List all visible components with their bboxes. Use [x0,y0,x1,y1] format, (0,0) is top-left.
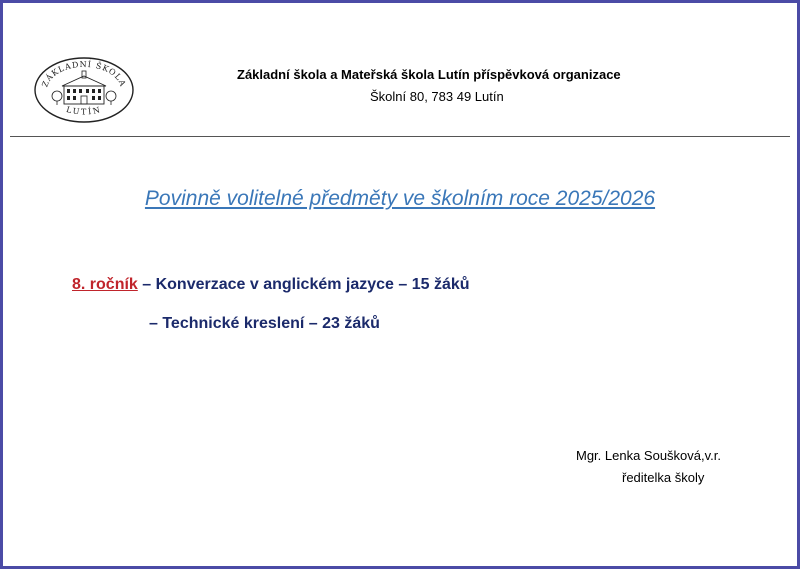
signature-role: ředitelka školy [622,470,705,485]
grade-label: 8. ročník [72,276,138,293]
school-name: Základní škola a Mateřská škola Lutín příspěvková organizace [237,67,621,82]
subject-line-2: – Technické kreslení – 23 žáků [149,315,380,332]
header-divider [10,136,790,137]
signature-name: Mgr. Lenka Soušková,v.r. [576,448,721,463]
svg-text:LUTÍN: LUTÍN [65,104,103,117]
subject-1-text: – Konverzace v anglickém jazyce – 15 žáků [137,276,470,293]
subject-line-1 [72,276,470,294]
page-title: Povinně volitelné předměty ve školním roce 2025/2026 [144,187,656,210]
svg-text:ZÁKLADNÍ ŠKOLA: ZÁKLADNÍ ŠKOLA [40,59,128,89]
school-logo [33,56,135,124]
school-address: Školní 80, 783 49 Lutín [370,89,504,104]
